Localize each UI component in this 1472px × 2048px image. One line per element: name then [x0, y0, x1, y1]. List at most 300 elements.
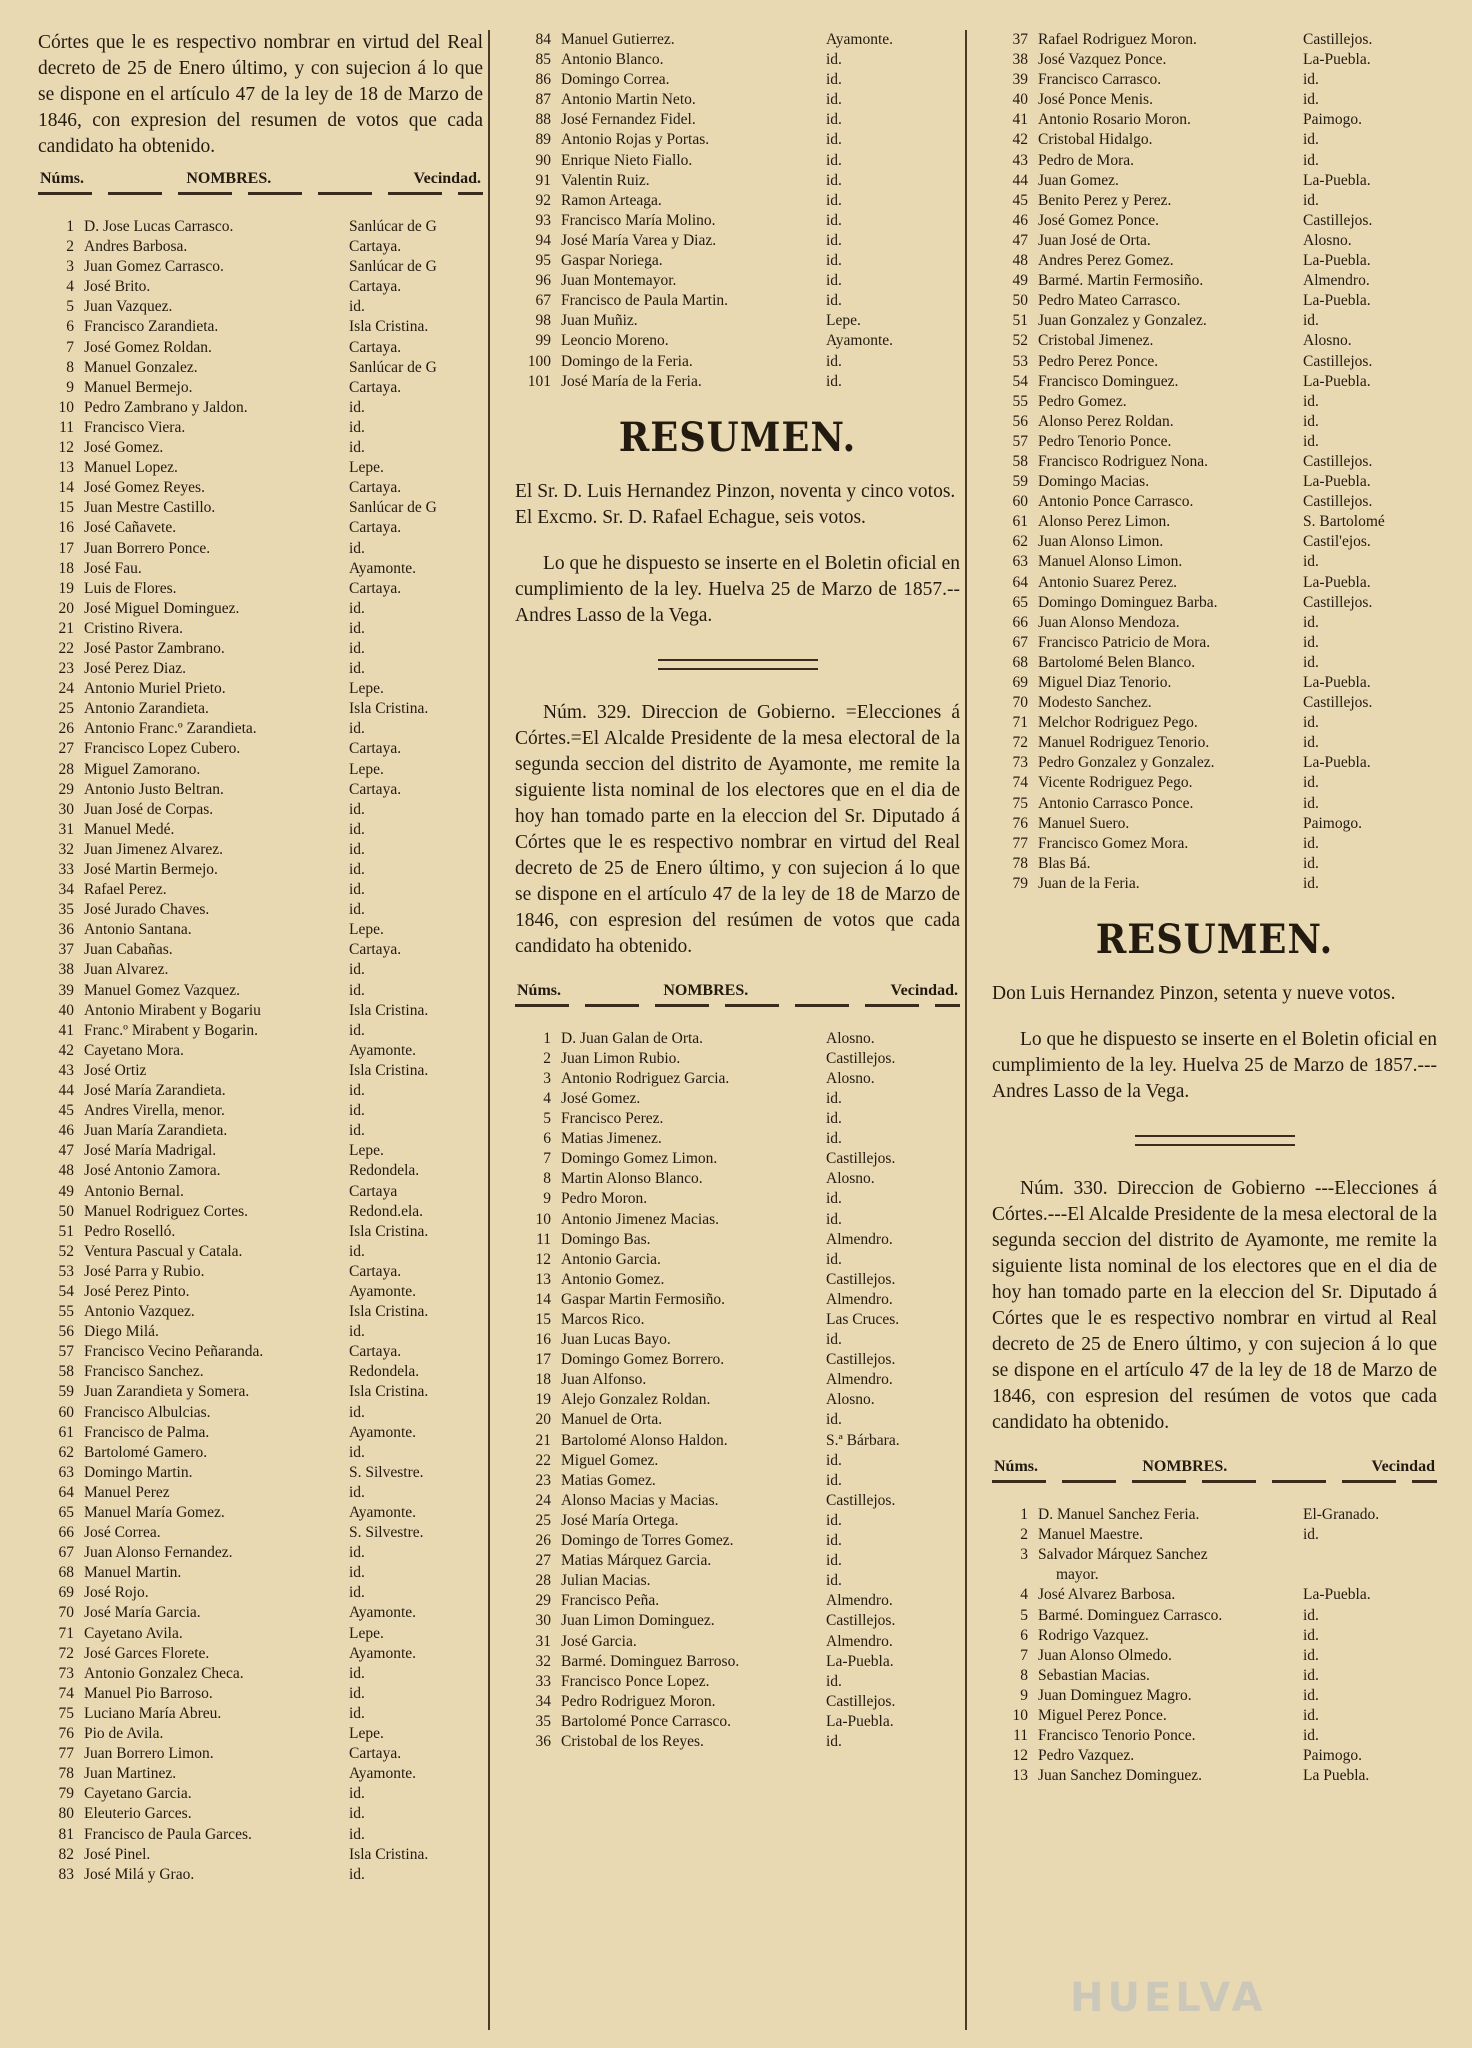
list-item [515, 1270, 960, 1290]
list-item [992, 211, 1437, 231]
elector-vecindad: Cartaya. [349, 519, 402, 537]
elector-vecindad: Sanlúcar de G [349, 358, 437, 376]
elector-vecindad: id. [1303, 71, 1319, 89]
elector-name: Antonio Blanco. [561, 51, 664, 69]
header-names: NOMBRES. [663, 981, 749, 999]
elector-number: 38 [1012, 51, 1028, 69]
list-item [992, 90, 1437, 110]
elector-number: 33 [535, 1672, 551, 1690]
elector-number: 37 [1012, 31, 1028, 48]
elector-vecindad: Isla Cristina. [349, 318, 429, 336]
elector-number: 88 [535, 111, 551, 129]
elector-name: José Cañavete. [84, 519, 177, 537]
list-item [515, 1350, 960, 1370]
elector-number: 64 [58, 1483, 74, 1501]
list-item [992, 834, 1437, 854]
elector-name: Francisco Gomez Mora. [1038, 834, 1189, 852]
elector-vecindad: id. [349, 298, 365, 316]
header-vecindad: Vecindad. [890, 981, 958, 999]
elector-number: 61 [1012, 513, 1028, 531]
list-item [38, 358, 483, 378]
list-item [515, 1109, 960, 1129]
elector-name: Francisco Peña. [561, 1592, 660, 1610]
list-item [515, 1189, 960, 1209]
elector-name: José Gomez. [84, 439, 164, 457]
elector-number: 40 [1012, 91, 1028, 109]
elector-vecindad: Paimogo. [1303, 814, 1362, 832]
elector-number: 36 [535, 1732, 551, 1750]
elector-vecindad: id. [349, 1403, 365, 1421]
elector-vecindad: id. [826, 71, 842, 89]
notice-paragraph: Núm. 330. Direccion de Gobierno ---Elecciones á Córtes.---El Alcalde Presidente de la mesa electoral de la segunda seccion del distrito de Ayamonte, me remite la siguiente lista nominal de los electores que en el dia de hoy han tomado parte en la eleccion del Sr. Diputado á Córtes que le es respectivo nombrar en virtud al Real decreto de 25 de Enero último, y con sujecion á lo que se dispone en el artículo 47 de la ley de 18 de Marzo de 1846, con espresion del resúmen de votos que cada candidato ha obtenido. [992, 1178, 1437, 1434]
elector-number: 75 [1012, 794, 1028, 812]
elector-name: Domingo Correa. [561, 71, 670, 89]
column-1 [38, 30, 483, 1885]
elector-name: Marcos Rico. [561, 1311, 645, 1328]
elector-vecindad: id. [349, 1704, 365, 1722]
elector-number: 22 [58, 639, 74, 657]
elector-name: José María Madrigal. [84, 1142, 217, 1160]
elector-number: 1 [543, 1029, 551, 1047]
elector-vecindad: id. [1303, 714, 1319, 732]
elector-number: 26 [58, 720, 74, 738]
elector-number: 25 [535, 1511, 551, 1529]
list-item [992, 1525, 1437, 1545]
elector-vecindad: id. [349, 800, 365, 818]
elector-vecindad: id. [826, 211, 842, 229]
list-item [992, 251, 1437, 271]
elector-name: Diego Milá. [84, 1323, 159, 1341]
elector-name: Juan José de Corpas. [84, 800, 214, 818]
elector-name: Bartolomé Alonso Haldon. [561, 1431, 728, 1449]
elector-vecindad: Castillejos. [826, 1270, 896, 1288]
elector-vecindad: id. [349, 1082, 365, 1100]
elector-list-continued [515, 30, 960, 392]
elector-vecindad: Ayamonte. [826, 31, 894, 48]
elector-name: Miguel Zamorano. [84, 760, 201, 778]
elector-name: José Perez Pinto. [84, 1282, 190, 1300]
elector-vecindad: id. [826, 1511, 842, 1529]
list-item [992, 452, 1437, 472]
list-item [38, 297, 483, 317]
elector-number: 65 [58, 1504, 74, 1521]
elector-name: José Garces Florete. [84, 1644, 210, 1662]
list-item [992, 271, 1437, 291]
elector-name: Cristino Rivera. [84, 619, 184, 637]
elector-number: 78 [1012, 854, 1028, 872]
elector-name: Modesto Sanchez. [1038, 694, 1152, 712]
list-item [38, 1503, 483, 1523]
elector-name: D. Juan Galan de Orta. [561, 1029, 704, 1047]
elector-number: 79 [58, 1785, 74, 1803]
elector-name: Antonio Franc.º Zarandieta. [84, 720, 257, 738]
list-item [992, 70, 1437, 90]
elector-name: Antonio Rojas y Portas. [561, 131, 710, 149]
elector-vecindad: Lepe. [349, 921, 384, 939]
elector-number: 37 [58, 941, 74, 959]
list-item [515, 1210, 960, 1230]
elector-name: Juan Dominguez Magro. [1038, 1686, 1192, 1704]
list-item [38, 1684, 483, 1704]
list-item [38, 1403, 483, 1423]
elector-number: 10 [58, 398, 74, 416]
elector-name: Andres Barbosa. [84, 238, 188, 256]
elector-vecindad: La-Puebla. [1303, 473, 1371, 491]
elector-name: Cayetano Avila. [84, 1624, 183, 1642]
list-item [38, 1382, 483, 1402]
list-item-continuation [992, 1565, 1437, 1585]
list-item [992, 311, 1437, 331]
elector-list [515, 1029, 960, 1752]
list-item [515, 1370, 960, 1390]
elector-vecindad: id. [349, 639, 365, 657]
elector-name: Barmé. Dominguez Carrasco. [1038, 1606, 1223, 1624]
elector-vecindad: Lepe. [349, 1624, 384, 1642]
elector-name: Ventura Pascual y Catala. [84, 1242, 243, 1260]
elector-number: 98 [535, 312, 551, 330]
list-item [38, 1161, 483, 1181]
elector-vecindad: Castillejos. [1303, 694, 1373, 712]
list-item [38, 1624, 483, 1644]
elector-number: 69 [58, 1584, 74, 1602]
elector-number: 51 [58, 1222, 74, 1240]
elector-name: José Gomez Reyes. [84, 479, 205, 497]
elector-vecindad: id. [1303, 1606, 1319, 1624]
elector-name: José Pastor Zambrano. [84, 639, 225, 657]
elector-vecindad: id. [826, 1331, 842, 1349]
list-item [992, 492, 1437, 512]
elector-name: Miguel Diaz Tenorio. [1038, 674, 1172, 691]
elector-number: 15 [535, 1311, 551, 1328]
elector-number: 66 [58, 1524, 74, 1542]
elector-vecindad: id. [1303, 1626, 1319, 1644]
elector-vecindad: id. [349, 1021, 365, 1039]
elector-vecindad: Lepe. [349, 459, 384, 477]
elector-name: José Gomez Roldan. [84, 338, 212, 356]
list-item [515, 1712, 960, 1732]
elector-number: 9 [66, 378, 74, 396]
column-3 [992, 30, 1437, 1786]
elector-number: 22 [535, 1451, 551, 1469]
elector-number: 27 [58, 740, 74, 758]
elector-name: Matias Gomez. [561, 1471, 656, 1489]
list-item [992, 50, 1437, 70]
elector-vecindad: id. [349, 861, 365, 878]
elector-number: 65 [1012, 593, 1028, 611]
elector-number: 96 [535, 272, 551, 290]
elector-vecindad: id. [826, 1552, 842, 1570]
list-item [38, 1845, 483, 1865]
elector-name: Francisco María Molino. [561, 211, 716, 229]
elector-number: 62 [1012, 533, 1028, 551]
elector-name: Francisco Albulcias. [84, 1403, 211, 1421]
elector-number: 63 [58, 1463, 74, 1481]
elector-vecindad: id. [826, 51, 842, 69]
elector-number: 41 [58, 1021, 74, 1039]
elector-name: Antonio Martin Neto. [561, 91, 696, 109]
elector-number: 26 [535, 1532, 551, 1550]
list-item [38, 900, 483, 920]
elector-number: 1 [1020, 1506, 1028, 1524]
elector-vecindad: La-Puebla. [1303, 573, 1371, 591]
list-item [38, 1583, 483, 1603]
elector-number: 61 [58, 1423, 74, 1441]
elector-name: Miguel Perez Ponce. [1038, 1706, 1167, 1724]
elector-number: 38 [58, 961, 74, 979]
elector-number: 83 [58, 1865, 74, 1883]
elector-vecindad: Castillejos. [826, 1150, 896, 1168]
list-item [38, 659, 483, 679]
list-item [992, 1646, 1437, 1666]
elector-name: Pedro Rodriguez Moron. [561, 1692, 716, 1710]
elector-vecindad: Sanlúcar de G [349, 218, 437, 235]
elector-vecindad: id. [826, 1672, 842, 1690]
elector-number: 6 [66, 318, 74, 336]
list-item [38, 1724, 483, 1744]
elector-name: Pedro Tenorio Ponce. [1038, 432, 1172, 450]
elector-name: Pedro Zambrano y Jaldon. [84, 398, 248, 416]
elector-name: Francisco Ponce Lopez. [561, 1672, 710, 1690]
elector-number: 49 [58, 1182, 74, 1200]
list-item [38, 378, 483, 398]
elector-vecindad: id. [826, 1210, 842, 1228]
list-item [992, 392, 1437, 412]
elector-name: Manuel Maestre. [1038, 1526, 1144, 1544]
elector-number: 91 [535, 171, 551, 189]
elector-number: 24 [535, 1491, 551, 1509]
list-item [992, 874, 1437, 894]
list-item [992, 814, 1437, 834]
elector-number: 87 [535, 91, 551, 109]
elector-vecindad: Cartaya. [349, 1262, 402, 1280]
elector-vecindad: id. [349, 1805, 365, 1823]
list-item [38, 217, 483, 237]
elector-vecindad: Lepe. [349, 760, 384, 778]
elector-name: Francisco Dominguez. [1038, 372, 1179, 390]
elector-vecindad: Almendro. [1303, 272, 1370, 290]
list-item [992, 231, 1437, 251]
elector-number: 76 [58, 1725, 74, 1743]
list-item [992, 1666, 1437, 1686]
list-item [992, 432, 1437, 452]
elector-number: 14 [535, 1290, 551, 1308]
elector-vecindad: Isla Cristina. [349, 700, 429, 718]
elector-name: Benito Perez y Perez. [1038, 191, 1172, 209]
list-item [515, 1531, 960, 1551]
elector-name: José Jurado Chaves. [84, 901, 210, 919]
elector-vecindad: Redondela. [349, 1162, 420, 1180]
elector-vecindad: id. [349, 418, 365, 436]
elector-number: 2 [1020, 1526, 1028, 1544]
elector-number: 35 [58, 901, 74, 919]
elector-name: Juan Alonso Mendoza. [1038, 613, 1180, 631]
list-item [992, 352, 1437, 372]
list-item [38, 1262, 483, 1282]
elector-number: 23 [58, 660, 74, 678]
elector-number: 93 [535, 211, 551, 229]
elector-number: 53 [58, 1262, 74, 1280]
elector-name: Manuel Lopez. [84, 459, 178, 477]
elector-name: José María Ortega. [561, 1511, 679, 1529]
elector-number: 73 [58, 1664, 74, 1682]
elector-name: Francisco de Paula Martin. [561, 292, 729, 310]
elector-name: D. Jose Lucas Carrasco. [84, 218, 234, 235]
elector-vecindad [1303, 1545, 1437, 1565]
list-item [515, 110, 960, 130]
list-item [38, 1282, 483, 1302]
elector-name: Domingo Gomez Borrero. [561, 1351, 725, 1369]
list-item [38, 820, 483, 840]
list-item [515, 1632, 960, 1652]
list-item [515, 1089, 960, 1109]
list-item [38, 1704, 483, 1724]
intro-paragraph: Córtes que le es respectivo nombrar en virtud del Real decreto de 25 de Enero último, y con sujecion á lo que se dispone en el artículo 47 de la ley de 18 de Marzo de 1846, con expresion del resumen de votos que cada candidato ha obtenido. [38, 32, 483, 157]
elector-name: Manuel Gomez Vazquez. [84, 981, 240, 999]
header-rule [992, 1480, 1437, 1483]
list-item [992, 1706, 1437, 1726]
elector-vecindad: id. [1303, 613, 1319, 631]
elector-vecindad: Castillejos. [826, 1491, 896, 1509]
elector-number: 3 [1020, 1546, 1028, 1564]
elector-vecindad: id. [1303, 131, 1319, 149]
elector-name: Juan Gonzalez y Gonzalez. [1038, 312, 1207, 330]
elector-name: José Parra y Rubio. [84, 1262, 205, 1280]
header-names: NOMBRES. [1142, 1458, 1228, 1476]
list-item [992, 713, 1437, 733]
list-item [515, 291, 960, 311]
elector-vecindad: Ayamonte. [349, 1423, 417, 1441]
list-item [992, 633, 1437, 653]
elector-vecindad: id. [349, 619, 365, 637]
elector-name: D. Manuel Sanchez Feria. [1038, 1506, 1200, 1524]
elector-number: 77 [58, 1745, 74, 1763]
elector-name: Domingo Bas. [561, 1230, 651, 1248]
elector-number: 52 [1012, 332, 1028, 350]
elector-name: Rafael Perez. [84, 881, 167, 899]
elector-name: Rafael Rodriguez Moron. [1038, 31, 1197, 48]
elector-vecindad: Alosno. [826, 1170, 875, 1188]
elector-number: 4 [543, 1089, 551, 1107]
elector-list [992, 1505, 1437, 1786]
elector-name: José Fau. [84, 559, 142, 577]
elector-name: Vicente Rodriguez Pego. [1038, 774, 1193, 792]
elector-vecindad: id. [349, 1323, 365, 1341]
list-item [38, 880, 483, 900]
elector-vecindad: id. [826, 1250, 842, 1268]
elector-number: 28 [535, 1572, 551, 1590]
list-item [992, 653, 1437, 673]
elector-name: Juan Limon Dominguez. [561, 1612, 715, 1630]
elector-name: Juan Mestre Castillo. [84, 499, 216, 517]
list-item [515, 1310, 960, 1330]
elector-vecindad: Redondela. [349, 1363, 420, 1381]
elector-name: José Ortiz [84, 1061, 147, 1079]
list-item [38, 1563, 483, 1583]
elector-number: 50 [1012, 292, 1028, 310]
list-item [992, 1585, 1437, 1605]
elector-name: Juan de la Feria. [1038, 874, 1140, 892]
elector-number: 59 [1012, 473, 1028, 491]
elector-vecindad: id. [1303, 874, 1319, 892]
elector-number: 18 [535, 1371, 551, 1389]
list-item [992, 1686, 1437, 1706]
elector-name: Blas Bá. [1038, 854, 1091, 872]
elector-name: Cayetano Garcia. [84, 1785, 192, 1803]
elector-number: 95 [535, 252, 551, 270]
header-rule [38, 192, 483, 195]
elector-vecindad: Sanlúcar de G [349, 499, 437, 517]
elector-vecindad: Ayamonte. [349, 1504, 417, 1521]
elector-name: Juan Borrero Limon. [84, 1745, 214, 1763]
list-item [515, 1049, 960, 1069]
list-item [515, 1672, 960, 1692]
elector-name: Alonso Perez Limon. [1038, 513, 1171, 531]
elector-number: 7 [543, 1150, 551, 1168]
elector-vecindad: id. [826, 1089, 842, 1107]
list-item [992, 794, 1437, 814]
list-item [38, 1664, 483, 1684]
elector-number: 44 [58, 1082, 74, 1100]
elector-number: 77 [1012, 834, 1028, 852]
elector-name: José María Varea y Diaz. [561, 231, 717, 249]
elector-name: Francisco Rodriguez Nona. [1038, 452, 1209, 470]
elector-vecindad: Castillejos. [826, 1351, 896, 1369]
elector-number: 5 [543, 1110, 551, 1128]
elector-number: 90 [535, 151, 551, 169]
list-item [38, 1182, 483, 1202]
elector-vecindad: Isla Cristina. [349, 1061, 429, 1079]
elector-name: José Gomez Ponce. [1038, 211, 1159, 229]
elector-vecindad: Ayamonte. [826, 332, 894, 350]
elector-vecindad: id. [826, 191, 842, 209]
list-item [992, 1746, 1437, 1766]
elector-vecindad: Las Cruces. [826, 1311, 900, 1328]
elector-number: 45 [1012, 191, 1028, 209]
list-item [515, 70, 960, 90]
elector-vecindad: Cartaya. [349, 378, 402, 396]
list-item [515, 1431, 960, 1451]
elector-number: 60 [58, 1403, 74, 1421]
list-item [38, 1443, 483, 1463]
list-item [38, 800, 483, 820]
resumen-title: RESUMEN. [618, 413, 857, 461]
list-item [992, 593, 1437, 613]
list-item [515, 1571, 960, 1591]
elector-name: Juan Alonso Limon. [1038, 533, 1164, 551]
elector-name: Leoncio Moreno. [561, 332, 669, 350]
resumen-line: El Excmo. Sr. D. Rafael Echague, seis votos. [515, 506, 866, 528]
elector-number: 32 [58, 840, 74, 858]
elector-name: Julian Macias. [561, 1572, 651, 1590]
list-item [38, 960, 483, 980]
elector-name: José Antonio Zamora. [84, 1162, 221, 1180]
elector-name: Francisco Viera. [84, 418, 186, 436]
elector-number: 30 [58, 800, 74, 818]
elector-name: Juan Alonso Olmedo. [1038, 1646, 1172, 1664]
elector-name: Juan Vazquez. [84, 298, 173, 316]
elector-vecindad: Ayamonte. [349, 1282, 417, 1300]
elector-vecindad: S.ª Bárbara. [826, 1431, 900, 1449]
elector-number: 16 [58, 519, 74, 537]
elector-vecindad: Isla Cristina. [349, 1383, 429, 1401]
elector-number: 67 [1012, 633, 1028, 651]
elector-number: 8 [1020, 1666, 1028, 1684]
elector-number: 56 [1012, 412, 1028, 430]
list-item [992, 1626, 1437, 1646]
elector-number: 9 [543, 1190, 551, 1208]
list-item [38, 1322, 483, 1342]
list-item [515, 1511, 960, 1531]
